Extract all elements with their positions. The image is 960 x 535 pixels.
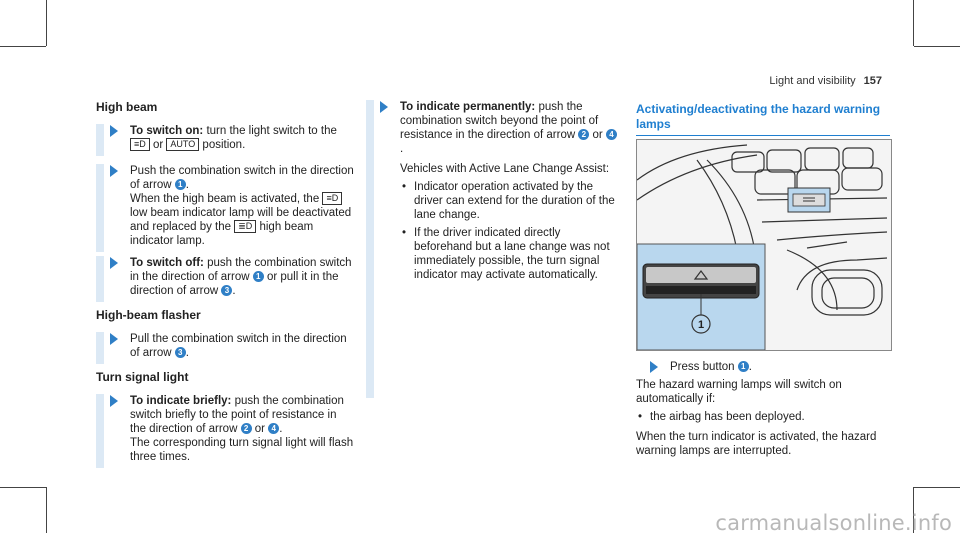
step-pull-switch	[96, 332, 354, 364]
callout-number: 3	[175, 347, 186, 358]
title-line: lamps	[636, 117, 671, 131]
step-text-part: When the high beam is activated, the	[130, 193, 320, 205]
hazard-button-figure	[636, 139, 892, 351]
dashboard-illustration	[637, 140, 891, 350]
high-beam-symbol-icon: ≣D	[234, 220, 256, 233]
step-text-part: or	[251, 423, 269, 435]
paragraph: When the turn indicator is activated, the hazard warning lamps are interrupted.	[636, 431, 877, 457]
step-press-button	[636, 360, 890, 376]
column-left	[96, 100, 354, 468]
low-beam-symbol-icon: ≡D	[130, 138, 150, 151]
step-text: To indicate briefly: push the combination switch briefly to the point of resistance in the direction of arrow 2 or 4 . The corresponding turn signal light will flash three times.	[130, 395, 354, 463]
step-text: Pull the combination switch in the direction of arrow 3 .	[130, 333, 347, 359]
step-bar	[96, 256, 104, 302]
step-arrow-icon	[110, 125, 118, 137]
column-middle	[366, 100, 618, 288]
step-arrow-icon	[110, 257, 118, 269]
step-arrow-icon	[110, 395, 118, 407]
step-switch-off	[96, 256, 354, 302]
step-text: Press button 1 .	[670, 361, 752, 373]
auto-symbol-icon: AUTO	[166, 138, 199, 151]
column-right	[636, 102, 890, 136]
low-beam-symbol-icon: ≡D	[322, 192, 342, 205]
step-lead: To indicate briefly:	[130, 395, 232, 407]
crop-mark	[914, 487, 960, 488]
step-lead: To switch on:	[130, 125, 204, 137]
heading-high-beam: High beam	[96, 100, 158, 114]
step-text-part: low beam indicator lamp will be deactivated and replaced by the	[130, 207, 352, 233]
heading-high-beam-flasher: High-beam flasher	[96, 308, 201, 322]
title-rule	[636, 135, 890, 136]
step-arrow-icon	[380, 101, 388, 113]
step-bar	[96, 394, 104, 468]
step-indicate-permanently	[366, 100, 618, 288]
step-lead: To switch off:	[130, 257, 204, 269]
heading-turn-signal: Turn signal light	[96, 370, 189, 384]
assist-text: Vehicles with Active Lane Change Assist:	[400, 163, 610, 175]
step-text-part: or	[589, 129, 606, 141]
step-text-part: push the combination switch in the direction of arrow	[130, 257, 352, 283]
running-header	[769, 74, 882, 88]
paragraph: The hazard warning lamps will switch on automatically if:	[636, 379, 842, 405]
step-bar	[96, 124, 104, 156]
section-title	[636, 102, 890, 132]
title-line: Activating/deactivating the hazard warning	[636, 102, 881, 116]
callout-number: 3	[221, 285, 232, 296]
bullet-item: • the airbag has been deployed.	[636, 410, 890, 424]
step-text-part: Pull the combination switch in the direction of arrow	[130, 333, 347, 359]
step-text: To switch off: push the combination switch in the direction of arrow 1 or pull it in the direction of arrow 3 .	[130, 257, 352, 297]
crop-mark	[46, 0, 47, 46]
callout-number: 1	[738, 361, 749, 372]
step-text-part: Press button	[670, 361, 735, 373]
callout-number: 1	[253, 271, 264, 282]
header-section: Light and visibility	[769, 75, 856, 87]
step-indicate-briefly	[96, 394, 354, 468]
page-number: 157	[863, 75, 882, 87]
step-bar	[366, 100, 374, 398]
callout-number: 2	[578, 129, 589, 140]
step-text-part: or pull it in the direction of arrow	[130, 271, 339, 297]
step-push-switch	[96, 164, 354, 252]
step-text-part: push the combination switch beyond the point of resistance in the direction of arrow	[400, 101, 599, 141]
crop-mark	[914, 46, 960, 47]
step-bar	[96, 164, 104, 252]
figure-callout-number: 1	[697, 319, 705, 331]
step-text-part: Push the combination switch in the direction of arrow	[130, 165, 354, 191]
crop-mark	[0, 46, 46, 47]
step-text: To indicate permanently: push the combination switch beyond the point of resistance in the direction of arrow 2 or 4.	[400, 100, 618, 156]
callout-number: 2	[241, 423, 252, 434]
step-text-part: position.	[199, 139, 246, 151]
step-arrow-icon	[110, 165, 118, 177]
step-text-part: high beam indicator lamp.	[130, 221, 314, 247]
step-lead: To indicate permanently:	[400, 101, 536, 113]
step-switch-on	[96, 124, 354, 156]
bullet-item: • Indicator operation activated by the driver can extend for the duration of the lane change.	[400, 180, 618, 222]
callout-number: 4	[606, 129, 617, 140]
crop-mark	[46, 487, 47, 533]
watermark: carmanualsonline.info	[715, 511, 952, 535]
column-right-body	[636, 360, 890, 458]
step-text	[130, 124, 354, 152]
callout-number: 1	[175, 179, 186, 190]
step-text-part: or	[149, 139, 167, 151]
step-text: Push the combination switch in the direction of arrow 1 . When the high beam is activated, the ≡D low beam indicator lamp will be deactivated and replaced by the ≣D high beam indicator lamp.	[130, 165, 354, 247]
crop-mark	[913, 0, 914, 46]
step-arrow-icon	[650, 361, 658, 373]
crop-mark	[0, 487, 46, 488]
bullet-item: • If the driver indicated directly beforehand but a lane change was not immediately possible, the turn signal indicator may activate automatically.	[400, 226, 618, 282]
step-text-part: push the combination switch briefly to the point of resistance in the direction of arrow	[130, 395, 344, 435]
callout-number: 4	[268, 423, 279, 434]
step-arrow-icon	[110, 333, 118, 345]
step-text-part: The corresponding turn signal light will flash three times.	[130, 437, 354, 463]
step-text-part: turn the light switch to the	[203, 125, 337, 137]
step-bar	[96, 332, 104, 364]
